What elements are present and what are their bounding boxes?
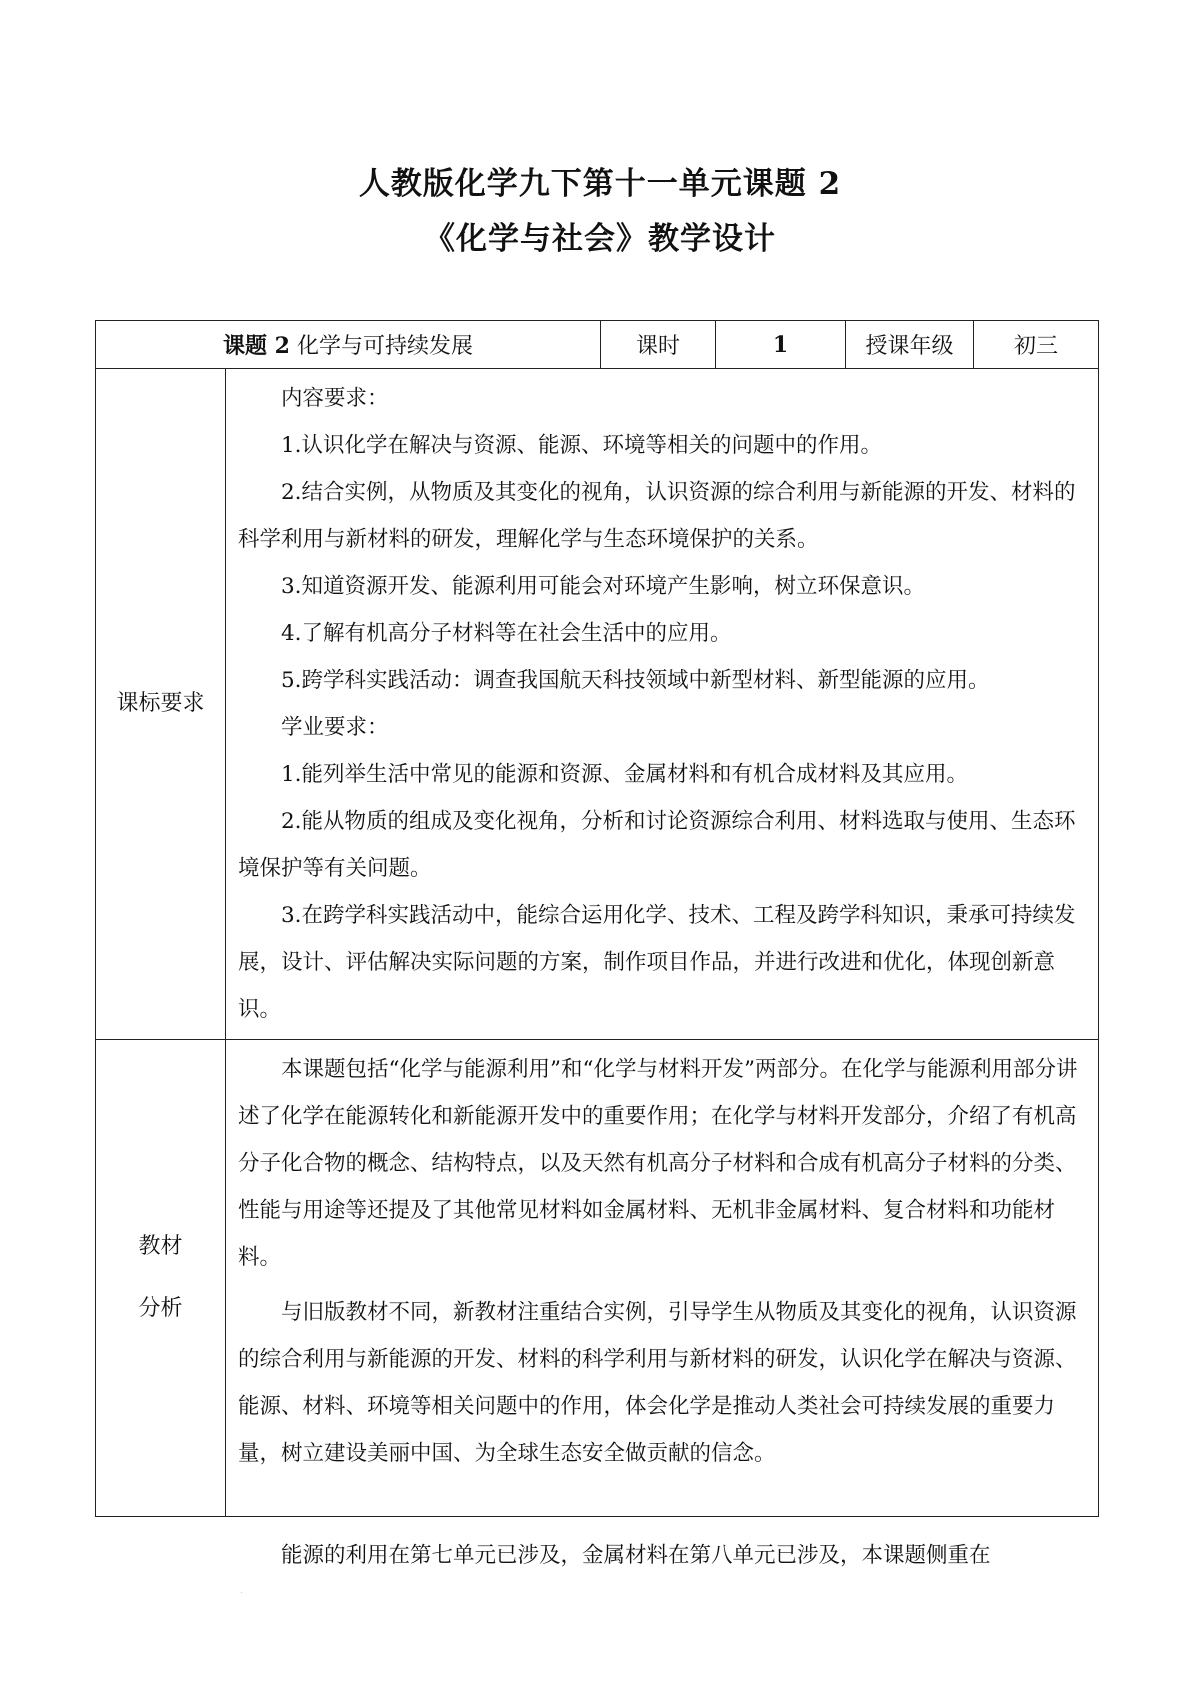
topic-cell [96,321,601,369]
curriculum-content [226,369,1099,1040]
academic-heading: 学业要求： [281,715,389,740]
period-label: 课时 [601,321,716,369]
content-item-2: 2.结合实例，从物质及其变化的视角，认识资源的综合利用与新能源的开发、材料的科学利用与新材料的研发，理解化学与生态环境保护的关系。 [238,480,1076,552]
curriculum-row [96,369,1099,1040]
content-item-4: 4.了解有机高分子材料等在社会生活中的应用。 [281,621,732,646]
grade-label: 授课年级 [846,321,974,369]
academic-item-1: 1.能列举生活中常见的能源和资源、金属材料和有机合成材料及其应用。 [281,762,969,787]
topic-prefix: 课题 2 [223,333,290,359]
document-title-line1: 人教版化学九下第十一单元课题 2 [358,166,842,202]
header-row [96,321,1099,369]
period-value: 1 [716,321,846,369]
content-item-3: 3.知道资源开发、能源利用可能会对环境产生影响，树立环保意识。 [281,574,926,599]
textbook-label-line1: 教材 [138,1234,183,1259]
grade-value: 初三 [974,321,1099,369]
lesson-plan-table [95,320,1099,1517]
textbook-paragraph-2: 与旧版教材不同，新教材注重结合实例，引导学生从物质及其变化的视角，认识资源的综合利用与新能源的开发、材料的科学利用与新材料的研发，认识化学在解决与资源、能源、材料、环境等相关问题中的作用，体会化学是推动人类社会可持续发展的重要力量，树立建设美丽中国、为全球生态安全做贡献的信念。 [238,1300,1077,1466]
trailing-paragraph: 能源的利用在第七单元已涉及，金属材料在第八单元已涉及，本课题侧重在 [281,1543,991,1568]
textbook-label-line2: 分析 [138,1296,183,1321]
curriculum-label-cell [96,369,226,1040]
academic-item-3: 3.在跨学科实践活动中，能综合运用化学、技术、工程及跨学科知识，秉承可持续发展，设计、评估解决实际问题的方案，制作项目作品，并进行改进和优化，体现创新意识。 [238,903,1076,1022]
curriculum-label: 课标要求 [116,691,205,716]
content-item-1: 1.认识化学在解决与资源、能源、环境等相关的问题中的作用。 [281,433,883,458]
content-item-5: 5.跨学科实践活动：调查我国航天科技领域中新型材料、新型能源的应用。 [281,668,990,693]
document-title-line2: 《化学与社会》教学设计 [424,221,776,257]
textbook-paragraph-1: 本课题包括“化学与能源利用”和“化学与材料开发”两部分。在化学与能源利用部分讲述了化学在能源转化和新能源开发中的重要作用；在化学与材料开发部分，介绍了有机高分子化合物的概念、结构特点，以及天然有机高分子材料和合成有机高分子材料的分类、性能与用途等还提及了其他常见材料如金属材料、无机非金属材料、复合材料和功能材料。 [238,1057,1078,1270]
content-heading: 内容要求： [281,386,389,411]
textbook-label-cell [96,1040,226,1517]
scan-dot: · [240,1588,244,1599]
topic-name: 化学与可持续发展 [289,334,473,359]
academic-item-2: 2.能从物质的组成及变化视角，分析和讨论资源综合利用、材料选取与使用、生态环境保护等有关问题。 [238,809,1076,881]
textbook-row [96,1040,1099,1517]
textbook-content [226,1040,1099,1517]
